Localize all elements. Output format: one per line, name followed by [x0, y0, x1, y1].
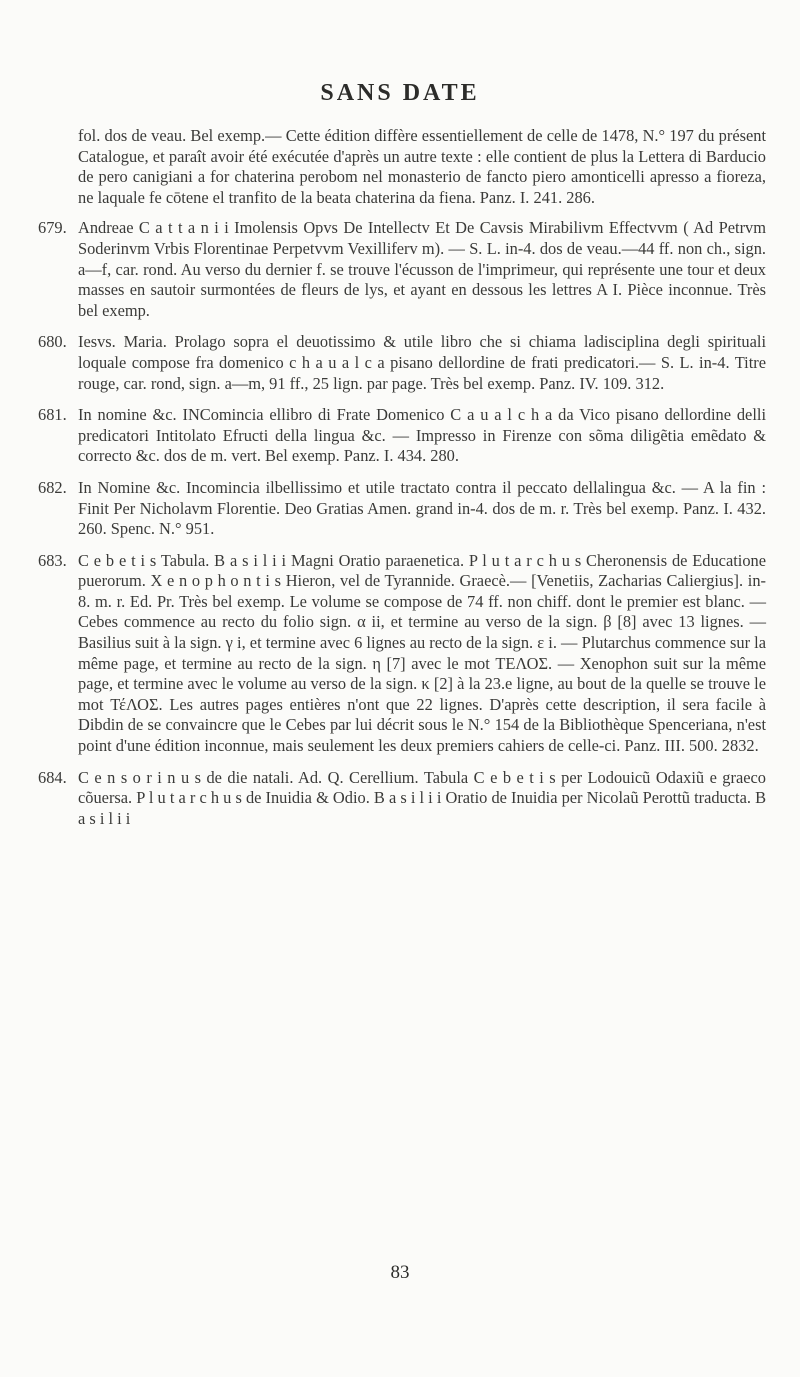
entry-text: Iesvs. Maria. Prolago sopra el deuotissimo & utile libro che si chiama ladisciplina degli spirituali loquale compose fra domenico c h a u a l c a pisano dellordine de frati predicatori.— S. L. in-4. Titre rouge, car. rond, sign. a—m, 91 ff., 25 lign. par page. Très bel exemp. Panz. IV. 109. 312. [78, 332, 766, 393]
entry-number: 680. [38, 332, 67, 352]
catalogue-body [38, 126, 766, 840]
catalogue-entry-681 [38, 405, 766, 467]
catalogue-entry-682 [38, 478, 766, 540]
catalogue-entry-683 [38, 551, 766, 757]
entry-text: C e n s o r i n u s de die natali. Ad. Q. Cerellium. Tabula C e b e t i s per Lodouicũ Odaxiũ e graeco cõuersa. P l u t a r c h u s de Inuidia & Odio. B a s i l i i Oratio de Inuidia per Nicolaũ Perottũ traducta. B a s i l i i [78, 767, 766, 828]
running-head: SANS DATE [320, 80, 480, 106]
entry-number: 683. [38, 550, 67, 570]
continued-entry-text: fol. dos de veau. Bel exemp.— Cette édition diffère essentiellement de celle de 1478, N.° 197 du présent Catalogue, et paraît avoir été exécutée d'après un autre texte : elle contient de plus la Lettera di Barducio de pero canigiani a for chaterina perobom nel monasterio de fancto piero amonticelli apresso a fioreza, ne laquale fe cōtene el tranfito de la beata chaterina da fiena. Panz. I. 241. 286. [78, 126, 766, 207]
catalogue-entry-679 [38, 218, 766, 321]
entry-number: 679. [38, 218, 67, 238]
entry-text: C e b e t i s Tabula. B a s i l i i Magni Oratio paraenetica. P l u t a r c h u s Cheronensis de Educatione puerorum. X e n o p h o n t i s Hieron, vel de Tyrannide. Graecè.— [Venetiis, Zacharias Caliergius]. in-8. m. r. Ed. Pr. Très bel exemp. Le volume se compose de 74 ff. non chiff. dont le premier est blanc. — Cebes commence au recto du folio sign. α ii, et termine au verso de la sign. β [8] avec 13 lignes. — Basilius suit à la sign. γ i, et termine avec 6 lignes au recto de la sign. ε i. — Plutarchus commence sur la même page, et termine au recto de la sign. η [7] avec le mot ΤΕΛΟΣ. — Xenophon suit sur la même page, et termine avec le volume au verso de la sign. κ [2] à la 23.e ligne, au bout de la quelle se trouve le mot ΤέΛΟΣ. Les autres pages entières n'ont que 22 lignes. D'après cette description, il sera facile à Dibdin de se convaincre que le Cebes par lui décrit sous le N.° 154 de la Bibliothèque Spenceriana, n'est point d'une édition inconnue, mais seulement les deux premiers cahiers de celle-ci. Panz. III. 500. 2832. [78, 550, 766, 756]
entry-text: In nomine &c. INComincia ellibro di Frate Domenico C a u a l c h a da Vico pisano dellordine delli predicatori Intitolato Efructi della lingua &c. — Impresso in Firenze con sõma diligẽtia emẽdato & correcto &c. dos de m. vert. Bel exemp. Panz. I. 434. 280. [78, 405, 766, 466]
page-number: 83 [390, 1262, 410, 1283]
entry-number: 681. [38, 405, 67, 425]
entry-text: In Nomine &c. Incomincia ilbellissimo et utile tractato contra il peccato dellalingua &c. — A la fin : Finit Per Nicholavm Florentie. Deo Gratias Amen. grand in-4. dos de m. r. Très bel exemp. Panz. I. 432. 260. Spenc. N.° 951. [78, 477, 766, 539]
entry-number: 684. [38, 767, 67, 787]
entry-number: 682. [38, 477, 67, 497]
catalogue-entry-680 [38, 332, 766, 394]
catalogue-entry-684 [38, 768, 766, 830]
entry-text: Andreae C a t t a n i i Imolensis Opvs De Intellectv Et De Cavsis Mirabilivm Effectvvm ( Ad Petrvm Soderinvm Vrbis Florentinae Perpetvvm Vexilliferv m). — S. L. in-4. dos de veau.—44 ff. non ch., sign. a—f, car. rond. Au verso du dernier f. se trouve l'écusson de l'imprimeur, qui représente une tour et deux masses en sautoir surmontées de fleurs de lys, et ayant en dessous les lettres A I. Pièce inconnue. Très bel exemp. [78, 218, 766, 320]
